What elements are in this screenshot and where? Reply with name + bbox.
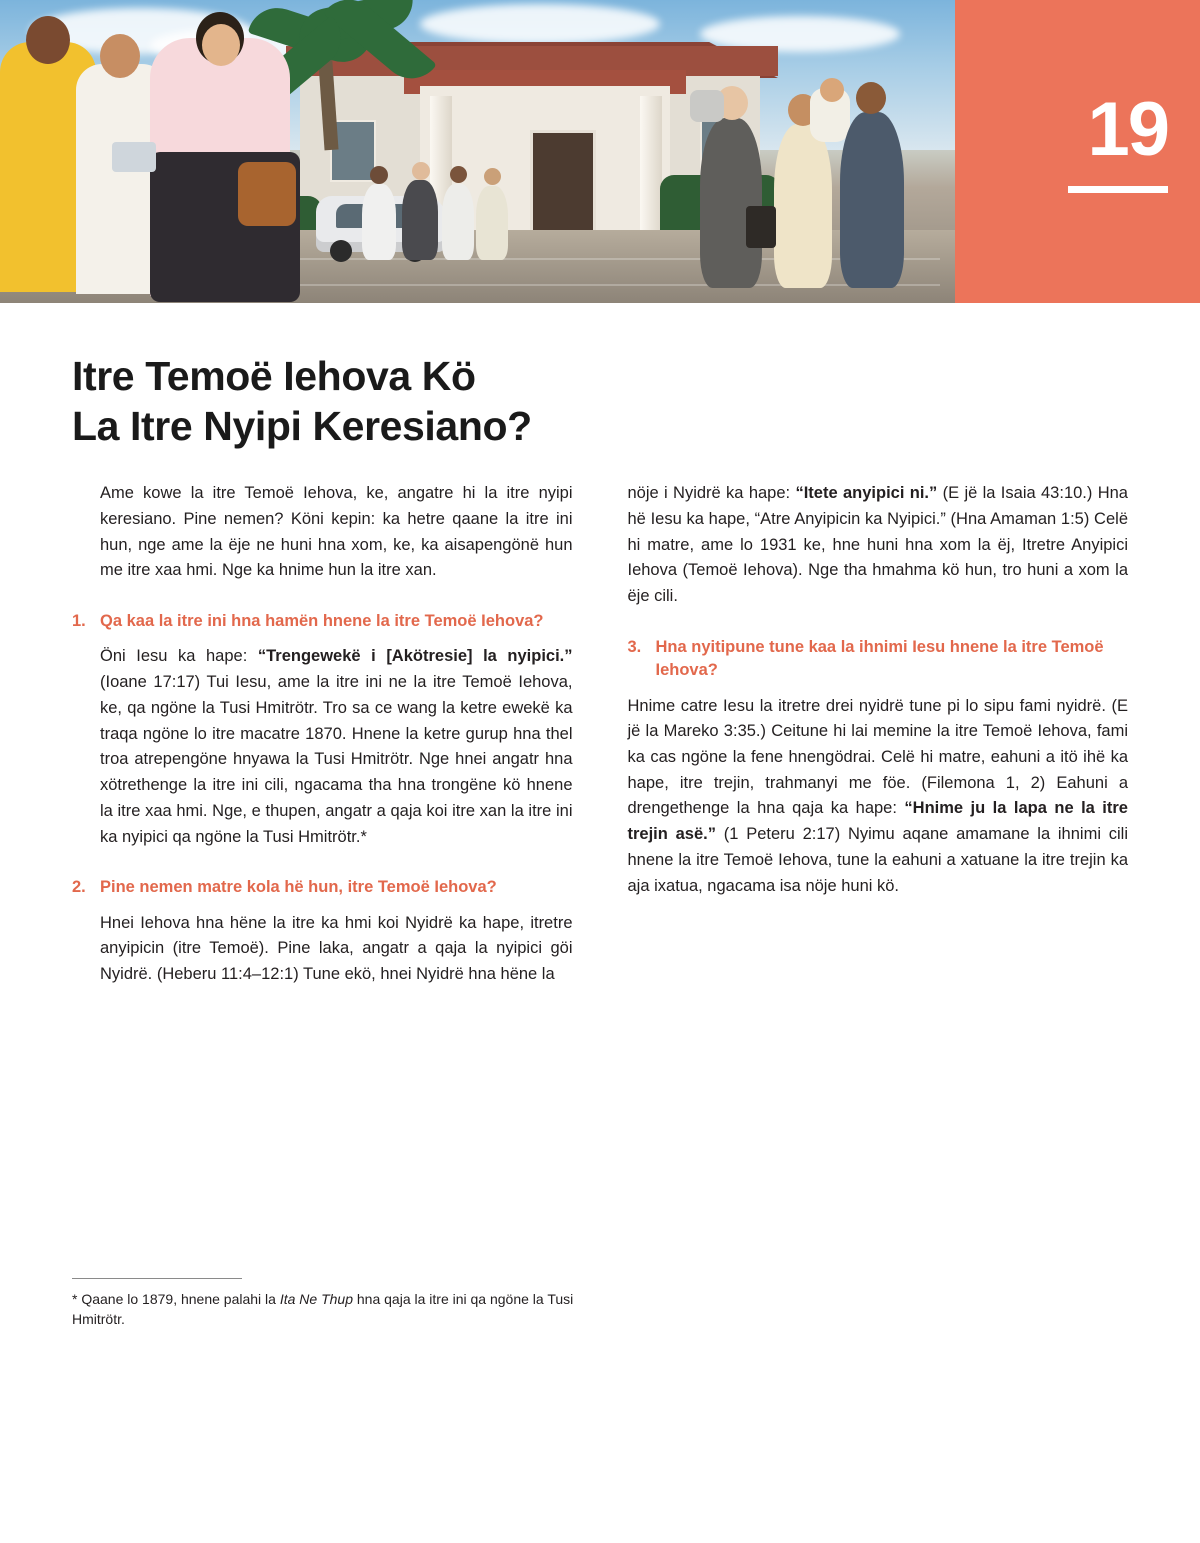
- car-wheel: [330, 240, 352, 262]
- q3-answer-quote: “Hnime ju la lapa ne la itre trejin asë.”: [627, 799, 1128, 844]
- question-2-answer: Hnei Iehova hna hëne la itre ka hmi koi Nyidrë ka hape, itretre anyipicin (itre Temoë). Pine laka, angatr a qaja la nyipici göi Nyidrë. (Heberu 11:4–12:1) Tune ekö, hnei Nyidrë hna hëne la: [100, 913, 573, 984]
- q1-answer-quote: “Trengewekë i [Akötresie] la nyipici.”: [257, 647, 573, 666]
- page-title-line-2: La Itre Nyipi Keresiano?: [72, 403, 532, 450]
- people-group-right: [690, 78, 920, 303]
- page-title-line-1: Itre Temoë Iehova Kö: [72, 353, 476, 399]
- cont-quote: “Itete anyipici ni.”: [795, 484, 938, 503]
- right-column: [628, 481, 1129, 899]
- page-number-rule: [1068, 186, 1168, 193]
- left-column: [72, 481, 573, 988]
- question-3: [628, 636, 1129, 683]
- page-title: [72, 351, 812, 451]
- question-2-text: Pine nemen matre kola hë hun, itre Temoë Iehova?: [100, 878, 497, 897]
- question-1: [72, 610, 573, 633]
- footnote-text: [72, 1289, 577, 1330]
- footnote: [72, 1278, 577, 1330]
- question-2: [72, 876, 573, 899]
- q1-answer-pre: Öni Iesu ka hape:: [100, 647, 258, 666]
- column: [640, 96, 662, 248]
- hero-banner: [0, 0, 1200, 303]
- footnote-pre: * Qaane lo 1879, hnene palahi la: [72, 1291, 280, 1307]
- question-2-number: 2.: [72, 878, 86, 897]
- page-number-block: [955, 0, 1200, 303]
- question-3-number: 3.: [627, 637, 642, 656]
- continued-paragraph: [628, 481, 1129, 610]
- entrance-door: [530, 130, 596, 242]
- people-group-left: [0, 12, 300, 303]
- intro-paragraph: Ame kowe la itre Temoë Iehova, ke, angatre hi la itre nyipi keresiano. Pine nemen? Köni kepin: ka hetre qaane la itre ini hun, nge ame la ëje ne huni hna xom, ke, ka aisapengönë hun me itre xaa hmi. Nge ka hnime hun la itre xan.: [100, 484, 573, 580]
- question-3-answer: [628, 694, 1129, 900]
- cont-pre: nöje i Nyidrë ka hape:: [627, 484, 796, 503]
- footnote-publication-title: Ita Ne Thup: [279, 1291, 353, 1307]
- cloud: [420, 4, 660, 44]
- question-1-text: Qa kaa la itre ini hna hamën hnene la itre Temoë Iehova?: [100, 611, 544, 630]
- footnote-post: hna qaja la itre ini qa ngöne la Tusi Hmitrötr.: [72, 1291, 574, 1328]
- page-number: 19: [1087, 87, 1168, 172]
- q1-answer-post: (Ioane 17:17) Tui Iesu, ame la itre ini ne la itre Temoë Iehova, ke, qa ngöne la Tusi Hmitrötr. Tro sa ce wang la ketre ewekë ka traqa ngöne lo itre macatre 1870. Hnene la ketre gurup hna thel troa atrepengöne hnyawa la Tusi Hmitrötr. Nge hnei angatr hna xötrethenge la itre ini cili, ngacama tha hna trongëne kö hnene la itre xaa hmi. Nge, e thupen, angatr a qaja koi itre xan la itre ini ka nyipici qa ngöne la Tusi Hmitrötr.*: [100, 673, 573, 846]
- footnote-divider: [72, 1278, 242, 1279]
- cont-post: (E jë la Isaia 43:10.) Hna hë Iesu ka hape, “Atre Anyipicin ka Nyipici.” (Hna Amaman 1:5) Celë hi matre, ame lo 1931 ke, hne huni hna xom la ëj, Itretre Anyipici Iehova (Temoë Iehova). Nge tha hmahma kö hun, tro huni a xom la ëje cili.: [627, 484, 1128, 605]
- article-body: [72, 481, 1128, 988]
- hero-photo: [0, 0, 955, 303]
- q3-answer-pre: Hnime catre Iesu la itretre drei nyidrë tune pi lo sipu fami nyidrë. (E jë la Mareko 3:35.) Ceitune hi lai memine la itre Temoë Iehova, fami ka cas ngöne la fene hnengödrai. Celë hi matre, eahuni a itö ihë ka hape, itre trejin, trahmanyi me föe. (Filemona 1, 2) Eahuni a drengethenge la hna qaja ka hape:: [627, 696, 1128, 818]
- question-1-answer: [72, 644, 573, 850]
- question-1-number: 1.: [72, 611, 86, 630]
- q3-answer-post: (1 Peteru 2:17) Nyimu aqane amamane la ihnimi cili hnene la itre Temoë Iehova, tune la eahuni a xatuane la itre trejin ka aja ixatua, ngacama isa nöje huni kö.: [627, 825, 1129, 895]
- question-3-text: Hna nyitipune tune kaa la ihnimi Iesu hnene la itre Temoë Iehova?: [655, 637, 1104, 680]
- people-group-middle: [350, 150, 520, 260]
